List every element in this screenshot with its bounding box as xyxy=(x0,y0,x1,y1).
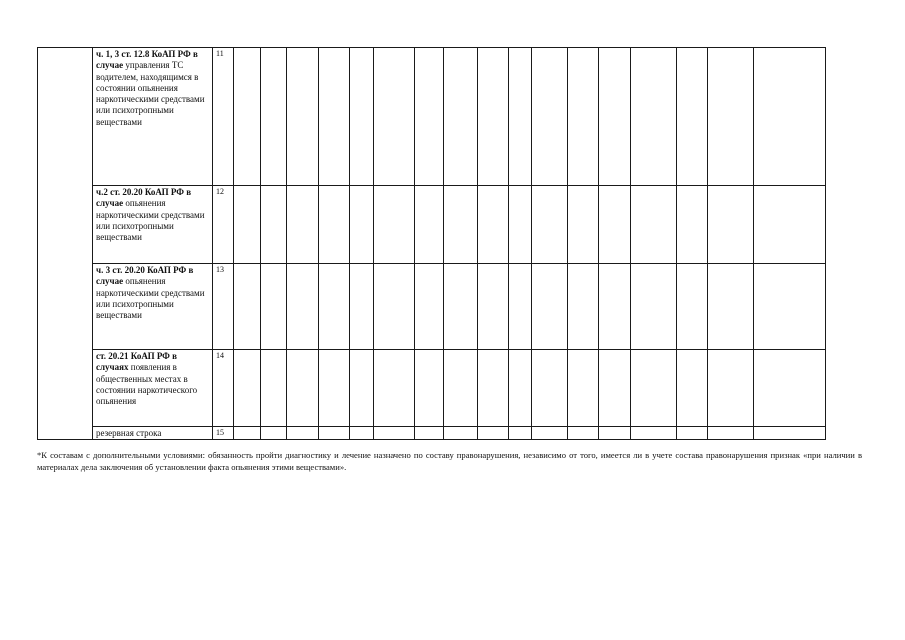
empty-cell xyxy=(415,186,444,264)
offense-text: управления ТС водителем, находящимся в состоянии опьянения наркотическими средствами или психотропными веществами xyxy=(96,60,205,127)
empty-cell xyxy=(532,350,568,427)
empty-cell xyxy=(754,264,826,350)
offense-description xyxy=(93,186,213,264)
empty-cell xyxy=(444,48,478,186)
empty-cell xyxy=(319,427,350,440)
empty-cell xyxy=(374,427,415,440)
empty-cell xyxy=(754,48,826,186)
empty-cell xyxy=(350,350,374,427)
row-number: 14 xyxy=(213,350,234,427)
empty-cell xyxy=(478,350,509,427)
footnote: *К составам с дополнительными условиями: обязанность пройти диагностику и лечение назначено по составу правонарушения, независимо от того, имеется ли в учете состава правонарушения признак «при наличии в материалах дела заключения об установлении факта опьянения этими веществами». xyxy=(37,450,862,472)
empty-cell xyxy=(287,264,319,350)
law-reference: ч. 3 ст. 20.20 КоАП РФ xyxy=(96,265,187,275)
empty-cell xyxy=(261,264,287,350)
empty-cell xyxy=(509,48,532,186)
reserve-row-label: резервная строка xyxy=(96,428,162,438)
table-row xyxy=(38,350,868,427)
empty-cell xyxy=(261,186,287,264)
empty-cell xyxy=(708,350,754,427)
offense-text: опьянения наркотическими средствами или психотропными веществами xyxy=(96,276,205,321)
table-row xyxy=(38,48,868,186)
empty-cell xyxy=(631,350,677,427)
empty-cell xyxy=(319,186,350,264)
empty-cell xyxy=(568,350,599,427)
empty-cell xyxy=(568,427,599,440)
empty-cell xyxy=(287,350,319,427)
empty-cell xyxy=(677,350,708,427)
empty-cell xyxy=(509,350,532,427)
condition-label: в случае xyxy=(96,265,194,287)
empty-cell xyxy=(532,264,568,350)
category-cell xyxy=(38,48,93,440)
law-reference: ст. 20.21 КоАП РФ xyxy=(96,351,170,361)
offense-description xyxy=(93,350,213,427)
empty-cell xyxy=(350,48,374,186)
row-number: 13 xyxy=(213,264,234,350)
empty-cell xyxy=(444,186,478,264)
empty-cell xyxy=(754,427,826,440)
empty-cell xyxy=(631,48,677,186)
empty-cell xyxy=(478,264,509,350)
table-row xyxy=(38,427,868,440)
offense-description xyxy=(93,264,213,350)
empty-cell xyxy=(444,427,478,440)
empty-cell xyxy=(234,186,261,264)
empty-cell xyxy=(374,186,415,264)
row-number: 12 xyxy=(213,186,234,264)
empty-cell xyxy=(599,264,631,350)
empty-cell xyxy=(754,186,826,264)
empty-cell xyxy=(532,427,568,440)
offense-description xyxy=(93,48,213,186)
empty-cell xyxy=(234,48,261,186)
row-number: 15 xyxy=(213,427,234,440)
empty-cell xyxy=(599,350,631,427)
empty-cell xyxy=(350,186,374,264)
empty-cell xyxy=(568,48,599,186)
condition-label: в случае xyxy=(96,49,198,71)
row-number: 11 xyxy=(213,48,234,186)
offense-text: опьянения наркотическими средствами или психотропными веществами xyxy=(96,198,205,243)
empty-cell xyxy=(631,427,677,440)
offense-text: появления в общественных местах в состоянии наркотического опьянения xyxy=(96,362,198,407)
empty-cell xyxy=(444,350,478,427)
empty-cell xyxy=(532,48,568,186)
empty-cell xyxy=(568,264,599,350)
empty-cell xyxy=(509,427,532,440)
empty-cell xyxy=(374,264,415,350)
empty-cell xyxy=(374,350,415,427)
empty-cell xyxy=(261,350,287,427)
empty-cell xyxy=(415,350,444,427)
empty-cell xyxy=(319,264,350,350)
empty-cell xyxy=(415,264,444,350)
empty-cell xyxy=(677,186,708,264)
offense-description xyxy=(93,427,213,440)
empty-cell xyxy=(415,427,444,440)
empty-cell xyxy=(631,186,677,264)
empty-cell xyxy=(708,48,754,186)
report-table xyxy=(37,47,868,440)
empty-cell xyxy=(287,186,319,264)
empty-cell xyxy=(234,264,261,350)
empty-cell xyxy=(754,350,826,427)
empty-cell xyxy=(444,264,478,350)
empty-cell xyxy=(261,427,287,440)
empty-cell xyxy=(287,48,319,186)
empty-cell xyxy=(631,264,677,350)
empty-cell xyxy=(532,186,568,264)
empty-cell xyxy=(478,427,509,440)
empty-cell xyxy=(261,48,287,186)
empty-cell xyxy=(677,264,708,350)
empty-cell xyxy=(708,427,754,440)
empty-cell xyxy=(478,186,509,264)
empty-cell xyxy=(287,427,319,440)
empty-cell xyxy=(677,48,708,186)
law-reference: ч. 1, 3 ст. 12.8 КоАП РФ xyxy=(96,49,191,59)
table-row xyxy=(38,264,868,350)
empty-cell xyxy=(478,48,509,186)
empty-cell xyxy=(708,264,754,350)
empty-cell xyxy=(234,427,261,440)
empty-cell xyxy=(599,48,631,186)
empty-cell xyxy=(374,48,415,186)
empty-cell xyxy=(708,186,754,264)
empty-cell xyxy=(509,186,532,264)
law-reference: ч.2 ст. 20.20 КоАП РФ xyxy=(96,187,184,197)
empty-cell xyxy=(350,264,374,350)
condition-label: в случаях xyxy=(96,351,178,373)
empty-cell xyxy=(509,264,532,350)
table-row xyxy=(38,186,868,264)
condition-label: в случае xyxy=(96,187,192,209)
empty-cell xyxy=(234,350,261,427)
empty-cell xyxy=(319,350,350,427)
empty-cell xyxy=(599,186,631,264)
empty-cell xyxy=(599,427,631,440)
empty-cell xyxy=(568,186,599,264)
empty-cell xyxy=(415,48,444,186)
empty-cell xyxy=(319,48,350,186)
empty-cell xyxy=(677,427,708,440)
empty-cell xyxy=(350,427,374,440)
